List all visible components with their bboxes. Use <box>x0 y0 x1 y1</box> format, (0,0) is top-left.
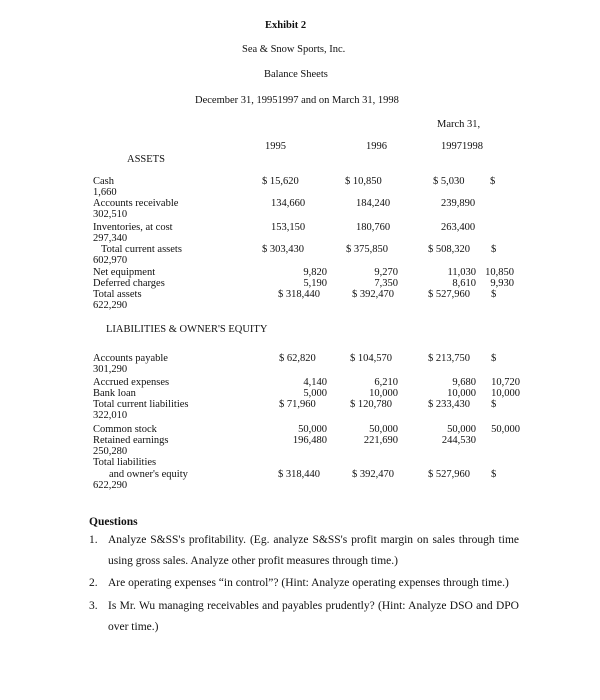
retained-earnings-1997: 244,530 <box>441 435 476 446</box>
total-current-assets-1995: $ 303,430 <box>262 244 304 255</box>
total-assets-1998: $ <box>491 289 497 300</box>
inventories-wrapped-value: 297,340 <box>93 233 128 244</box>
deferred-charges-1997: 8,610 <box>452 278 476 289</box>
inventories-1997: 263,400 <box>441 222 476 233</box>
total-liabilities-wrapped-value: 622,290 <box>93 480 128 491</box>
total-assets-label: Total assets <box>93 289 142 300</box>
total-current-liabilities-1997: $ 233,430 <box>428 399 470 410</box>
bank-loan-label: Bank loan <box>93 388 136 399</box>
total-current-liabilities-1998: $ <box>491 399 497 410</box>
accrued-expenses-1996: 6,210 <box>374 377 398 388</box>
total-current-assets-1996: $ 375,850 <box>346 244 388 255</box>
retained-earnings-1996: 221,690 <box>363 435 398 446</box>
retained-earnings-1995: 196,480 <box>292 435 327 446</box>
question-item <box>89 530 519 572</box>
total-current-liabilities-1996: $ 120,780 <box>350 399 392 410</box>
cash-1998: $ <box>490 176 496 187</box>
total-liabilities-label-line2: and owner's equity <box>109 469 188 480</box>
exhibit-title: Exhibit 2 <box>265 20 307 31</box>
net-equipment-label: Net equipment <box>93 267 156 278</box>
total-current-assets-label: Total current assets <box>101 244 182 255</box>
question-number: 1. <box>89 534 98 546</box>
deferred-charges-1995: 5,190 <box>303 278 327 289</box>
total-assets-1997: $ 527,960 <box>428 289 470 300</box>
retained-earnings-label: Retained earnings <box>93 435 169 446</box>
ap-1996: $ 104,570 <box>350 353 392 364</box>
ar-wrapped-value: 302,510 <box>93 209 128 220</box>
question-item <box>89 573 519 594</box>
bank-loan-1998: 10,000 <box>491 388 520 399</box>
common-stock-1998: 50,000 <box>491 424 520 435</box>
question-text: Analyze S&SS's profitability. (Eg. analyze S&SS's profit margin on sales through time using gross sales. Analyze other profit measures through time.) <box>108 534 519 567</box>
net-equipment-1997: 11,030 <box>447 267 476 278</box>
common-stock-1997: 50,000 <box>447 424 476 435</box>
statement-title: Balance Sheets <box>264 69 328 80</box>
total-liabilities-label: Total liabilities <box>93 457 157 468</box>
net-equipment-1995: 9,820 <box>303 267 327 278</box>
common-stock-1995: 50,000 <box>298 424 327 435</box>
questions-heading: Questions <box>89 516 138 528</box>
ar-label: Accounts receivable <box>93 198 179 209</box>
total-liabilities-1998: $ <box>491 469 497 480</box>
accrued-expenses-label: Accrued expenses <box>93 377 170 388</box>
accrued-expenses-1998: 10,720 <box>491 377 520 388</box>
company-name: Sea & Snow Sports, Inc. <box>242 44 346 55</box>
column-header-19971998: 19971998 <box>441 141 483 152</box>
total-liabilities-1995: $ 318,440 <box>278 469 320 480</box>
ap-label: Accounts payable <box>93 353 168 364</box>
column-header-1995: 1995 <box>265 141 286 152</box>
ar-1996: 184,240 <box>356 198 391 209</box>
question-item <box>89 596 519 638</box>
net-equipment-1996: 9,270 <box>374 267 398 278</box>
accrued-expenses-1997: 9,680 <box>452 377 476 388</box>
cash-wrapped-value: 1,660 <box>93 187 117 198</box>
cash-1996: $ 10,850 <box>345 176 382 187</box>
bank-loan-1997: 10,000 <box>447 388 476 399</box>
inventories-label: Inventories, at cost <box>93 222 173 233</box>
total-assets-1995: $ 318,440 <box>278 289 320 300</box>
ap-1998: $ <box>491 353 497 364</box>
net-equipment-1998: 10,850 <box>485 267 514 278</box>
total-liabilities-1996: $ 392,470 <box>352 469 394 480</box>
total-current-assets-1997: $ 508,320 <box>428 244 470 255</box>
total-current-assets-1998: $ <box>491 244 497 255</box>
ap-1997: $ 213,750 <box>428 353 470 364</box>
statement-dates: December 31, 19951997 and on March 31, 1998 <box>195 95 399 106</box>
common-stock-1996: 50,000 <box>369 424 398 435</box>
question-number: 2. <box>89 577 98 589</box>
total-current-liabilities-label: Total current liabilities <box>93 399 189 410</box>
total-current-assets-wrapped-value: 602,970 <box>93 255 128 266</box>
cash-label: Cash <box>93 176 114 187</box>
cash-1995: $ 15,620 <box>262 176 299 187</box>
liabilities-heading: LIABILITIES & OWNER'S EQUITY <box>106 324 268 335</box>
bank-loan-1995: 5,000 <box>303 388 327 399</box>
total-liabilities-1997: $ 527,960 <box>428 469 470 480</box>
march-label: March 31, <box>437 119 481 130</box>
deferred-charges-label: Deferred charges <box>93 278 165 289</box>
total-assets-wrapped-value: 622,290 <box>93 300 128 311</box>
column-header-1996: 1996 <box>366 141 387 152</box>
ar-1997: 239,890 <box>441 198 476 209</box>
inventories-1996: 180,760 <box>356 222 391 233</box>
assets-heading: ASSETS <box>127 154 165 165</box>
inventories-1995: 153,150 <box>271 222 306 233</box>
deferred-charges-1996: 7,350 <box>374 278 398 289</box>
common-stock-label: Common stock <box>93 424 157 435</box>
accrued-expenses-1995: 4,140 <box>303 377 327 388</box>
ap-1995: $ 62,820 <box>279 353 316 364</box>
total-assets-1996: $ 392,470 <box>352 289 394 300</box>
total-current-liabilities-wrapped-value: 322,010 <box>93 410 128 421</box>
cash-1997: $ 5,030 <box>433 176 465 187</box>
ap-wrapped-value: 301,290 <box>93 364 128 375</box>
total-current-liabilities-1995: $ 71,960 <box>279 399 316 410</box>
ar-1995: 134,660 <box>271 198 306 209</box>
bank-loan-1996: 10,000 <box>369 388 398 399</box>
deferred-charges-1998: 9,930 <box>490 278 514 289</box>
question-number: 3. <box>89 600 98 612</box>
question-text: Is Mr. Wu managing receivables and payables prudently? (Hint: Analyze DSO and DPO over time.) <box>108 600 519 633</box>
retained-earnings-wrapped-value: 250,280 <box>93 446 128 457</box>
question-text: Are operating expenses “in control”? (Hint: Analyze operating expenses through time.) <box>108 577 509 589</box>
